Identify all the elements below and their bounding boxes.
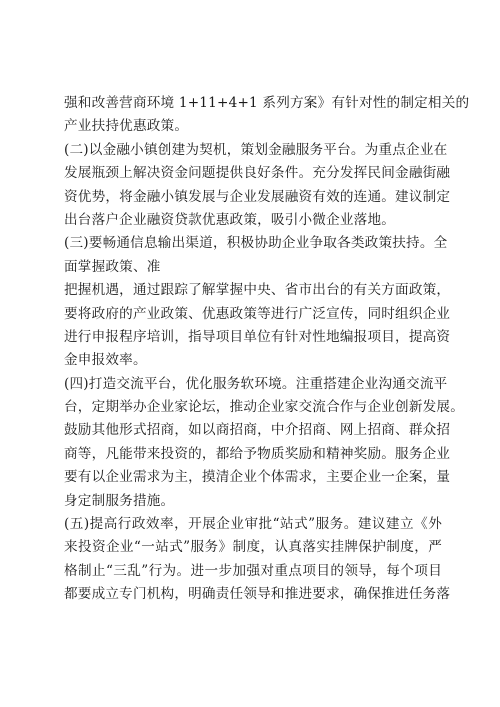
text-line: 发展瓶颈上解决资金问题提供良好条件。充分发挥民间金融街融	[64, 165, 451, 182]
text-line: 面掌握政策、准	[64, 258, 161, 275]
text-line: 来投资企业“一站式”服务》制度，认真落实挂牌保护制度，严	[64, 539, 442, 556]
text-line: 强和改善营商环境 1+11+4+1 系列方案》有针对性的制定相关的	[64, 95, 470, 111]
text-line: 要有以企业需求为主，摸清企业个体需求，主要企业一企案，量	[64, 469, 451, 486]
text-line: (四)打造交流平台，优化服务软环境。注重搭建企业沟通交流平	[64, 375, 448, 392]
text-line: 台，定期举办企业家论坛，推动企业家交流合作与企业创新发展。	[64, 399, 465, 416]
text-line: 进行申报程序培训，指导项目单位有针对性地编报项目，提高资	[64, 328, 451, 345]
text-line: (三)要畅通信息输出渠道，积极协助企业争取各类政策扶持。全	[64, 235, 448, 252]
text-line: 鼓励其他形式招商，如以商招商，中介招商、网上招商、群众招	[64, 422, 451, 439]
text-line: 出台落户企业融资贷款优惠政策，吸引小微企业落地。	[64, 211, 396, 228]
text-line: 把握机遇，通过跟踪了解掌握中央、省市出台的有关方面政策，	[64, 282, 451, 299]
text-line: 资优势，将金融小镇发展与企业发展融资有效的连通。建议制定	[64, 188, 451, 205]
text-line: 身定制服务措施。	[64, 492, 175, 509]
text-line: (五)提高行政效率，开展企业审批“站式”服务。建议建立《外	[64, 516, 442, 533]
text-line: 金申报效率。	[64, 352, 147, 369]
document-body	[64, 92, 470, 607]
text-line: 要将政府的产业政策、优惠政策等进行广泛宣传，同时组织企业	[64, 305, 451, 322]
text-line: 格制止“三乱”行为。进一步加强对重点项目的领导，每个项目	[64, 562, 442, 579]
text-line: (二)以金融小镇创建为契机，策划金融服务平台。为重点企业在	[64, 141, 448, 158]
text-line: 产业扶持优惠政策。	[64, 118, 189, 135]
text-line: 商等，凡能带来投资的，都给予物质奖励和精神奖励。服务企业	[64, 445, 451, 462]
text-line: 都要成立专门机构，明确责任领导和推进要求，确保推进任务落	[64, 586, 451, 603]
